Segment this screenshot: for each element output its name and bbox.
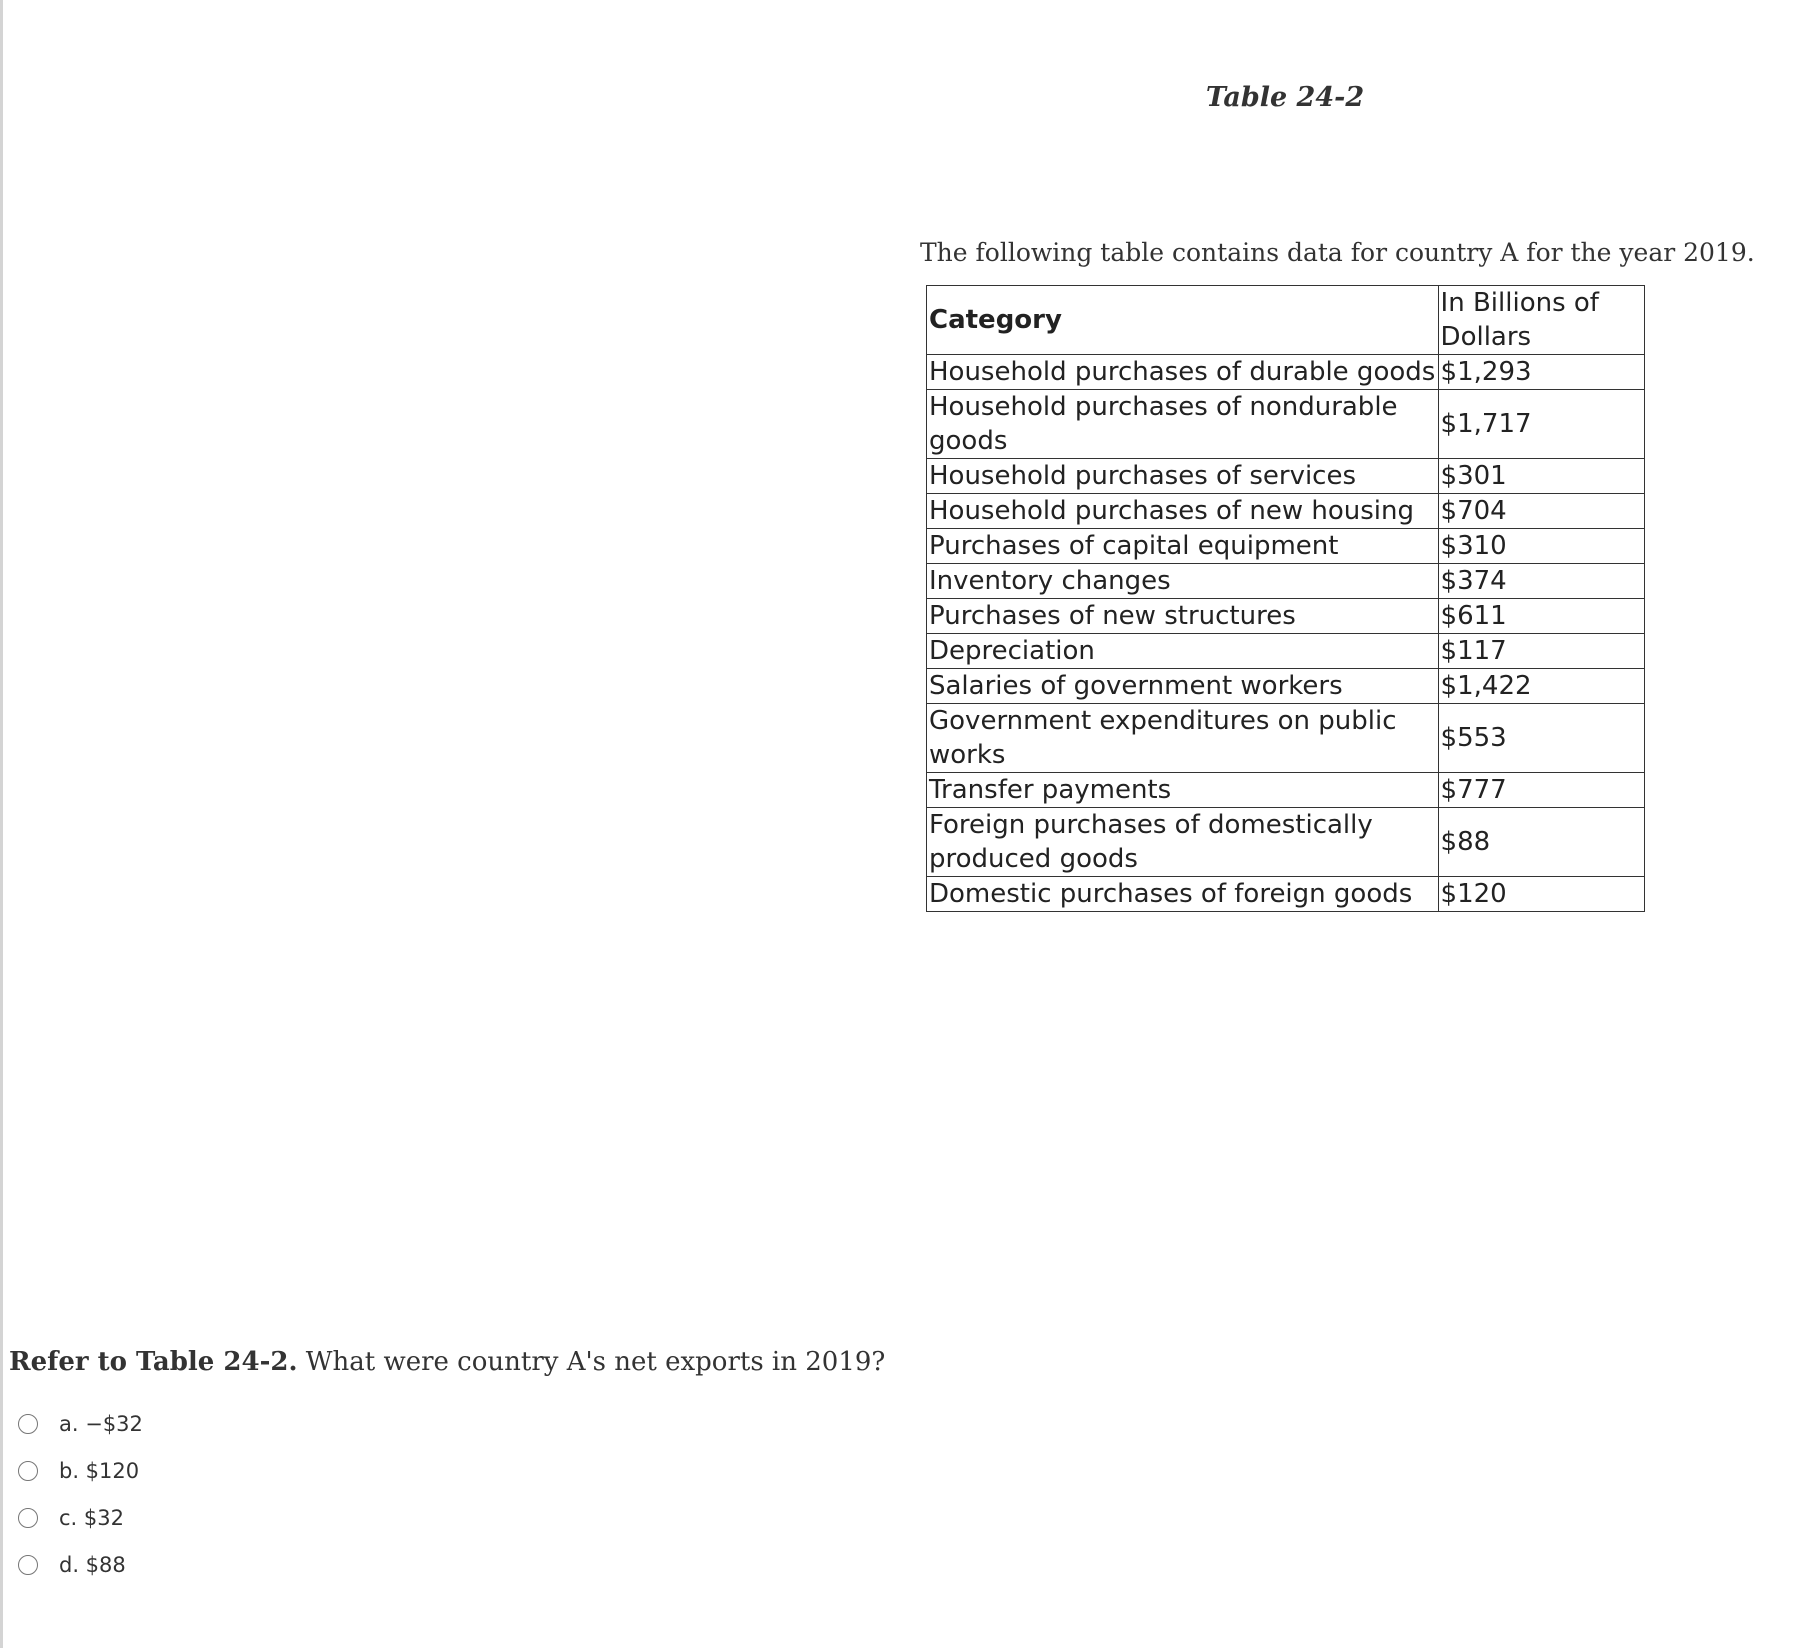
- table-row: [927, 773, 1645, 808]
- row-category: Household purchases of nondurable goods: [927, 390, 1439, 459]
- row-value: $88: [1438, 808, 1644, 877]
- answer-option-label[interactable]: d. $88: [59, 1552, 126, 1577]
- row-value: $1,422: [1438, 669, 1644, 704]
- table-row: [927, 704, 1645, 773]
- table-row: [927, 634, 1645, 669]
- row-category: Household purchases of durable goods: [927, 355, 1439, 390]
- table-row: [927, 669, 1645, 704]
- table-row: [927, 564, 1645, 599]
- table-row: [927, 529, 1645, 564]
- table-row: [927, 808, 1645, 877]
- row-category: Inventory changes: [927, 564, 1439, 599]
- table-row: [927, 459, 1645, 494]
- answer-option-label[interactable]: c. $32: [59, 1505, 124, 1530]
- table-row: [927, 494, 1645, 529]
- row-value: $120: [1438, 877, 1644, 912]
- page-left-border: [0, 0, 3, 1648]
- row-value: $777: [1438, 773, 1644, 808]
- row-category: Purchases of capital equipment: [927, 529, 1439, 564]
- table-row: [927, 877, 1645, 912]
- row-category: Government expenditures on public works: [927, 704, 1439, 773]
- row-category: Purchases of new structures: [927, 599, 1439, 634]
- row-value: $374: [1438, 564, 1644, 599]
- row-value: $301: [1438, 459, 1644, 494]
- radio-button-icon[interactable]: [18, 1414, 38, 1434]
- row-value: $117: [1438, 634, 1644, 669]
- answer-option-label[interactable]: b. $120: [59, 1458, 140, 1483]
- row-value: $553: [1438, 704, 1644, 773]
- row-category: Foreign purchases of domestically produced goods: [927, 808, 1439, 877]
- question-text: [9, 1347, 885, 1377]
- table-row: [927, 390, 1645, 459]
- row-value: $310: [1438, 529, 1644, 564]
- radio-button-icon[interactable]: [18, 1508, 38, 1528]
- row-value: $1,293: [1438, 355, 1644, 390]
- answer-options: [18, 1400, 143, 1588]
- row-value: $704: [1438, 494, 1644, 529]
- radio-button-icon[interactable]: [18, 1461, 38, 1481]
- row-category: Salaries of government workers: [927, 669, 1439, 704]
- row-category: Transfer payments: [927, 773, 1439, 808]
- answer-option-c[interactable]: [18, 1494, 143, 1541]
- row-value: $1,717: [1438, 390, 1644, 459]
- answer-option-label[interactable]: a. −$32: [59, 1411, 143, 1436]
- answer-option-d[interactable]: [18, 1541, 143, 1588]
- column-header-value: In Billions of Dollars: [1438, 286, 1644, 355]
- row-category: Household purchases of services: [927, 459, 1439, 494]
- answer-option-b[interactable]: [18, 1447, 143, 1494]
- table-row: [927, 355, 1645, 390]
- row-value: $611: [1438, 599, 1644, 634]
- table-title: Table 24-2: [1205, 82, 1365, 113]
- column-header-category: Category: [927, 286, 1439, 355]
- table-intro-text: The following table contains data for country A for the year 2019.: [920, 238, 1755, 267]
- question-reference: Refer to Table 24-2.: [9, 1347, 298, 1377]
- answer-option-a[interactable]: [18, 1400, 143, 1447]
- data-table: [926, 285, 1645, 912]
- row-category: Domestic purchases of foreign goods: [927, 877, 1439, 912]
- question-prompt: What were country A's net exports in 2019?: [305, 1347, 886, 1377]
- radio-button-icon[interactable]: [18, 1555, 38, 1575]
- row-category: Household purchases of new housing: [927, 494, 1439, 529]
- row-category: Depreciation: [927, 634, 1439, 669]
- table-row: [927, 599, 1645, 634]
- table-header-row: [927, 286, 1645, 355]
